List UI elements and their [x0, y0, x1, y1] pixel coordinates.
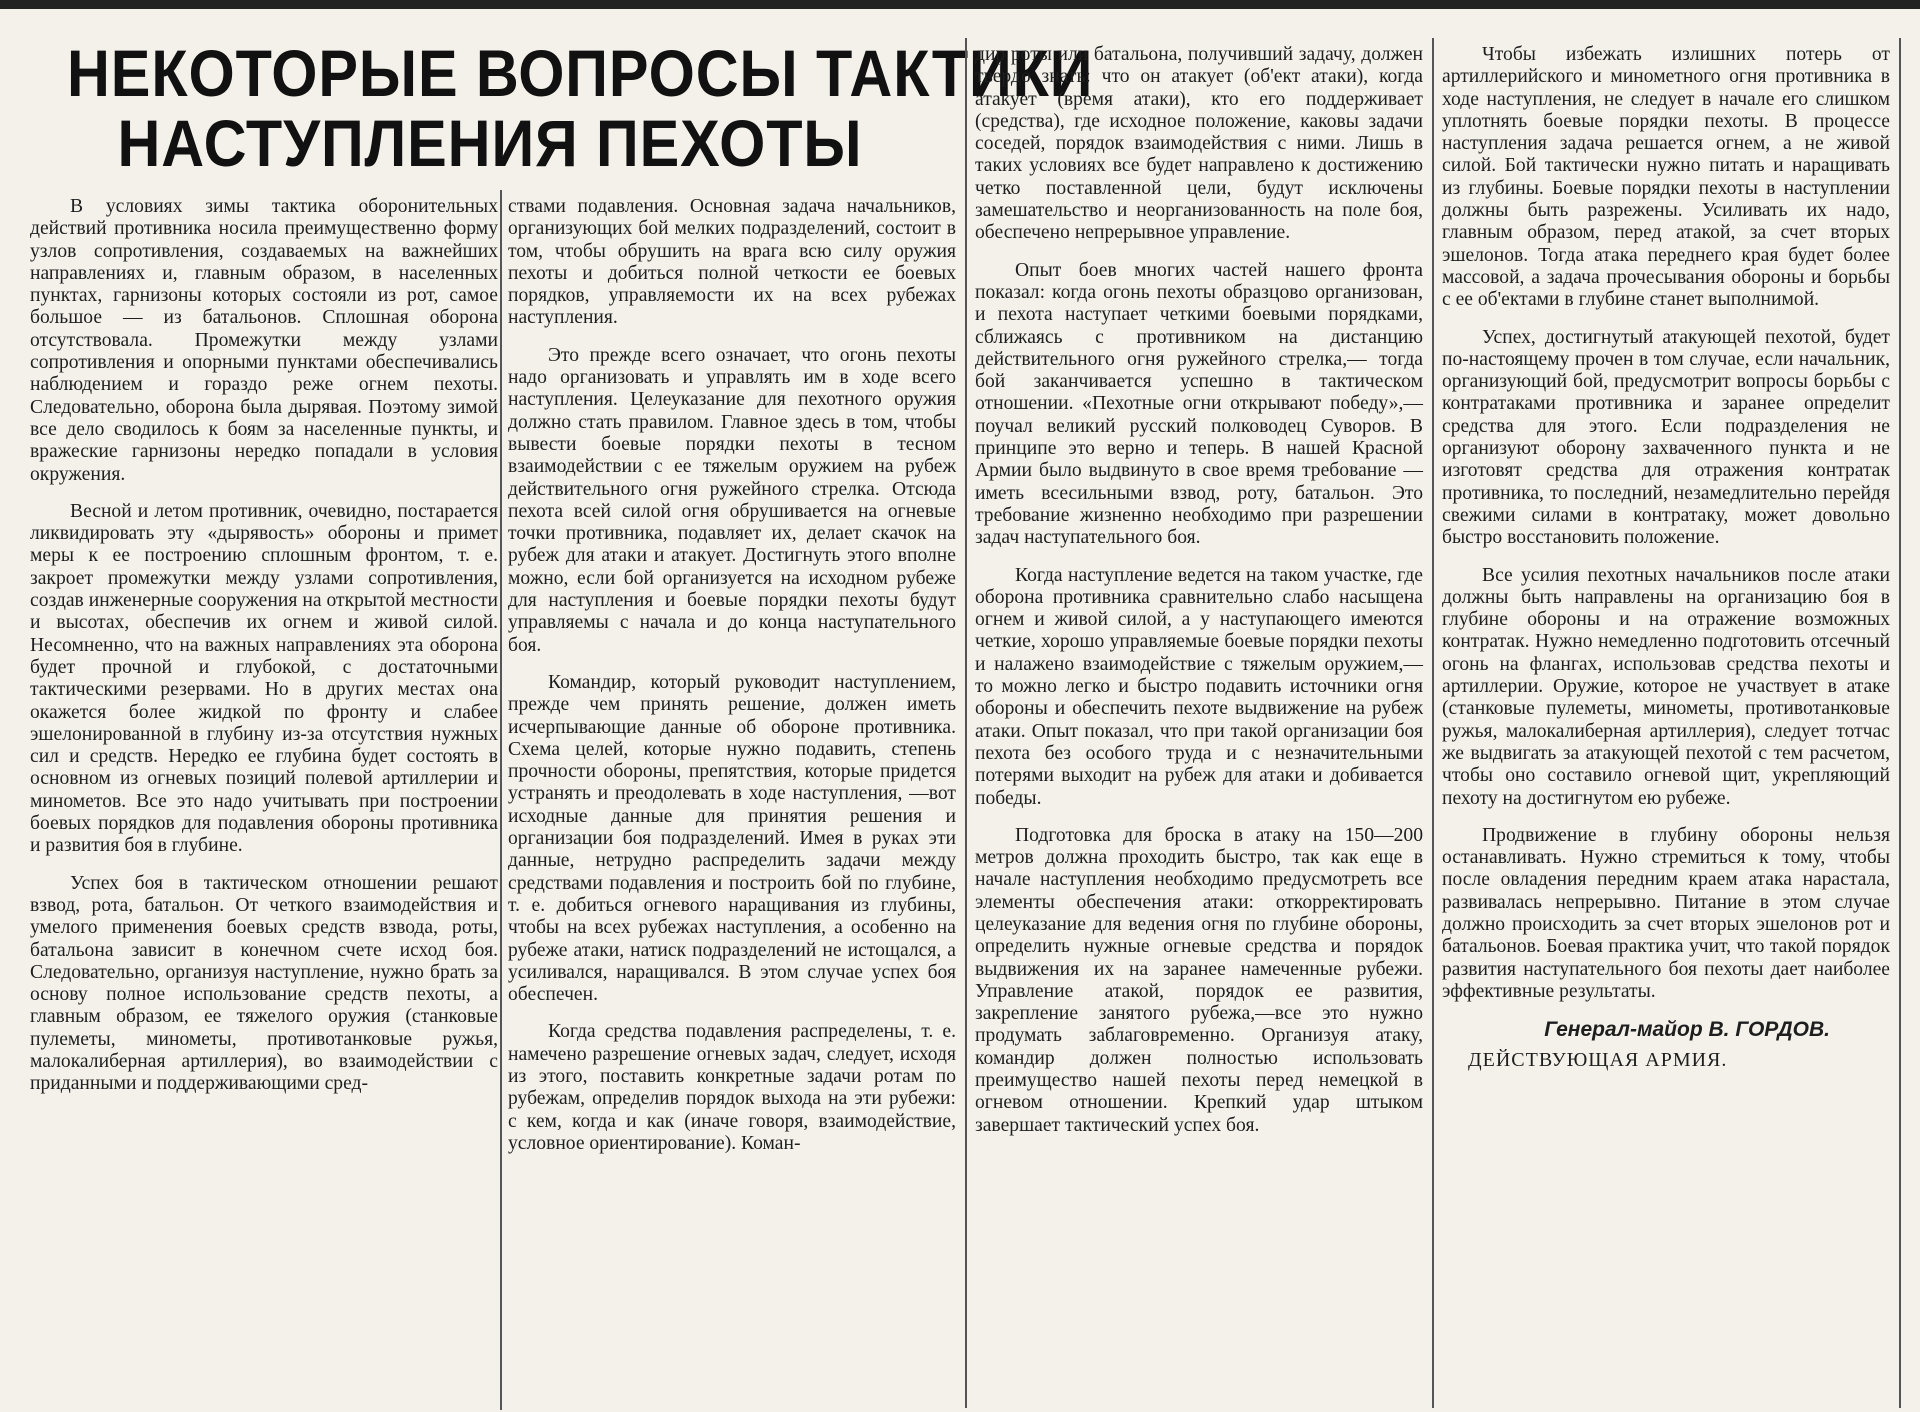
paragraph: Весной и летом противник, очевидно, постарается ликвидировать эту «дырявость» обороны и примет меры к ее построению сплошным фронтом, т. е. закроет промежутки между узлами сопротивления, создав инженерные сооружения на открытой местности и высотах, обеспечив их огнем и живой силой. Несомненно, что на важных направлениях эта оборона будет прочной и глубокой, с достаточными тактическими резервами. Но в других местах она окажется более жидкой по фронту и слабее эшелонированной в глубину из-за отсутствия нужных сил и средств. Нередко ее глубина будет состоять в основном из огневых позиций полевой артиллерии и минометов. Все это надо учитывать при построении боевых порядков для подавления обороны противника и развития боя в глубине. — [30, 500, 498, 857]
column-divider — [1899, 38, 1901, 1408]
paragraph: Продвижение в глубину обороны нельзя останавливать. Нужно стремиться к тому, чтобы после овладения передним краем атака нарастала, развивалась непрерывно. Питание в этом случае должно происходить за счет вторых эшелонов рот и батальонов. Боевая практика учит, что такой порядок развития наступательного боя пехоты дает наиболее эффективные результаты. — [1442, 824, 1890, 1002]
column-divider — [500, 190, 502, 1410]
article-column-3 — [975, 44, 1423, 1137]
paragraph: Командир, который руководит наступлением, прежде чем принять решение, должен иметь исчерпывающие данные об обороне противника. Схема целей, которые нужно подавить, степень прочности обороны, препятствия, которые придется устранять и преодолевать в ходе наступления, —вот исходные данные для принятия решения и организации боя подразделений. Имея в руках эти данные, нетрудно распределить задачи между средствами подавления и построить бой по глубине, т. е. добиться огневого наращивания из глубины, чтобы на всех рубежах наступления, а особенно на рубеже атаки, натиск подразделений не истощался, а усиливался, наращивался. В этом случае успех боя обеспечен. — [508, 671, 956, 1006]
paragraph: Опыт боев многих частей нашего фронта показал: когда огонь пехоты образцово организован, и пехота наступает четкими боевыми порядками, сближаясь с противником на дистанцию действительного огня ружейного стрелка,— тогда бой заканчивается успешно в тактическом отношении. «Пехотные огни открывают победу»,— поучал великий русский полководец Суворов. В принципе это верно и теперь. В нашей Красной Армии было выдвинуто в свое время требование — иметь всесильными взвод, роту, батальон. Это требование жизненно необходимо при разрешении задач наступательного боя. — [975, 259, 1423, 549]
adjacent-column-edge — [1905, 10, 1920, 1410]
paragraph: Подготовка для броска в атаку на 150—200 метров должна проходить быстро, так как еще в начале наступления необходимо предусмотреть все элементы обеспечения атаки: откорректировать целеуказание для ведения огня по глубине обороны, определить нужные огневые средства и порядок выдвижения их на заранее намеченные рубежи. Управление атакой, порядок ее развития, закрепление занятого рубежа,—все это нужно продумать заблаговременно. Организуя атаку, командир должен полностью использовать преимущество нашей пехоты перед немецкой в огневом отношении. Крепкий удар штыком завершает тактический успех боя. — [975, 824, 1423, 1136]
headline-line-1: НЕКОТОРЫЕ ВОПРОСЫ ТАКТИКИ — [67, 36, 1094, 110]
dateline: ДЕЙСТВУЮЩАЯ АРМИЯ. — [1468, 1049, 1728, 1072]
column-divider — [965, 38, 967, 1408]
article-column-4 — [1442, 44, 1890, 1072]
paragraph: Чтобы избежать излишних потерь от артиллерийского и минометного огня противника в ходе наступления, не следует в начале его слишком уплотнять боевые порядки пехоты. В процессе наступления задача решается огнем, а не живой силой. Бой тактически нужно питать и наращивать из глубины. Боевые порядки пехоты в наступлении должны быть разрежены. Усиливать их надо, главным образом, перед атакой, за счет вторых эшелонов. Тогда атака переднего края будет более массовой, а задача прочесывания обороны и борьбы с ее об'ектами в глубине станет выполнимой. — [1442, 44, 1890, 311]
paragraph: В условиях зимы тактика оборонительных действий противника носила преимущественно форму узлов сопротивления, создаваемых на важнейших направлениях и, главным образом, в населенных пунктах, гарнизоны которых состояли из рот, самое большое — из батальонов. Сплошная оборона отсутствовала. Промежутки между узлами сопротивления и опорными пунктами обеспечивались наблюдением и гораздо реже огнем пехоты. Следовательно, оборона была дырявая. Поэтому зимой все дело сводилось к боям за населенные пункты, и вражеские гарнизоны нередко попадали в условия окружения. — [30, 196, 498, 485]
paragraph: Это прежде всего означает, что огонь пехоты надо организовать и управлять им в ходе всего наступления. Целеуказание для пехотного оружия должно стать правилом. Главное здесь в том, чтобы вывести боевые порядки пехоты в тесном взаимодействии с ее тяжелым оружием на рубеж действительного огня ружейного стрелка. Отсюда пехота всей силой огня обрушивается на огневые точки противника, подавляет их, делает скачок на рубеж для атаки и атакует. Достигнуть этого вполне можно, если бой организуется на исходном рубеже для наступления и боевые порядки пехоты будут управляемы с начала и до конца наступательного боя. — [508, 344, 956, 656]
author-signature: Генерал-майор В. ГОРДОВ. — [1544, 1018, 1830, 1042]
article-column-2 — [508, 196, 956, 1155]
paragraph: Когда наступление ведется на таком участке, где оборона противника сравнительно слабо насыщена огнем и живой силой, а у наступающего имеются четкие, хорошо управляемые боевые порядки пехоты и налажено взаимодействие с тяжелым оружием,— то можно легко и быстро подавить источники огня обороны и обеспечить пехоте выдвижение на рубеж атаки. Опыт показал, что при такой организации боя пехота без особого труда и с незначительными потерями выходит на рубеж для атаки и добивается победы. — [975, 564, 1423, 809]
paragraph: дир роты или батальона, получивший задачу, должен твердо знать: что он атакует (об'ект атаки), когда атакует (время атаки), кто его поддерживает (средства), где исходное положение, каковы задачи соседей, порядок взаимодействия с ними. Лишь в таких условиях все будет направлено к достижению четко поставленной цели, будут исключены замешательство и неорганизованность на поле боя, обеспечено непрерывное управление. — [975, 44, 1423, 244]
paragraph: Когда средства подавления распределены, т. е. намечено разрешение огневых задач, следует, исходя из этого, поставить конкретные задачи ротам по рубежам, определив порядок выхода на эти рубежи: с кем, когда и как (иначе говоря, взаимодействие, условное ориентирование). Коман- — [508, 1021, 956, 1154]
paragraph: Успех, достигнутый атакующей пехотой, будет по-настоящему прочен в том случае, если начальник, организующий бой, предусмотрит вопросы борьбы с контратаками противника и заранее определит средства для этого. Если подразделения не организуют оборону захваченного пункта и не изготовят средства для отражения контратак противника, то последний, незамедлительно перейдя свежими силами в контратаку, может довольно быстро восстановить положение. — [1442, 326, 1890, 549]
column-divider — [1432, 38, 1434, 1408]
article-column-1 — [30, 196, 498, 1096]
article-headline — [20, 36, 1094, 188]
paragraph: Все усилия пехотных начальников после атаки должны быть направлены на организацию боя в глубине обороны и на отражение возможных контратак. Нужно немедленно подготовить отсечный огонь на флангах, использовав средства пехоты и артиллерии. Оружие, которое не участвует в атаке (станковые пулеметы, минометы, противотанковые ружья, малокалиберная артиллерия), следует тотчас же выдвигать за атакующей пехотой с тем расчетом, чтобы оно составило огневой щит, укрепляющий пехоту на достигнутом ею рубеже. — [1442, 564, 1890, 809]
paragraph: Успех боя в тактическом отношении решают взвод, рота, батальон. От четкого взаимодействия и умелого применения боевых средств взвода, роты, батальона зависит в конечном счете исход боя. Следовательно, организуя наступление, нужно брать за основу полное использование средств пехоты, а главным образом, ее тяжелого оружия (станковые пулеметы, минометы, противотанковые ружья, малокалиберная артиллерия), во взаимодействии с приданными и поддерживающими сред- — [30, 872, 498, 1095]
top-rule — [0, 0, 1920, 9]
headline-line-2: НАСТУПЛЕНИЯ ПЕХОТЫ — [117, 106, 863, 180]
paragraph: ствами подавления. Основная задача начальников, организующих бой мелких подразделений, состоит в том, чтобы обрушить на врага всю силу оружия пехоты и добиться полной четкости ее боевых порядков, управляемости их на всех рубежах наступления. — [508, 196, 956, 329]
